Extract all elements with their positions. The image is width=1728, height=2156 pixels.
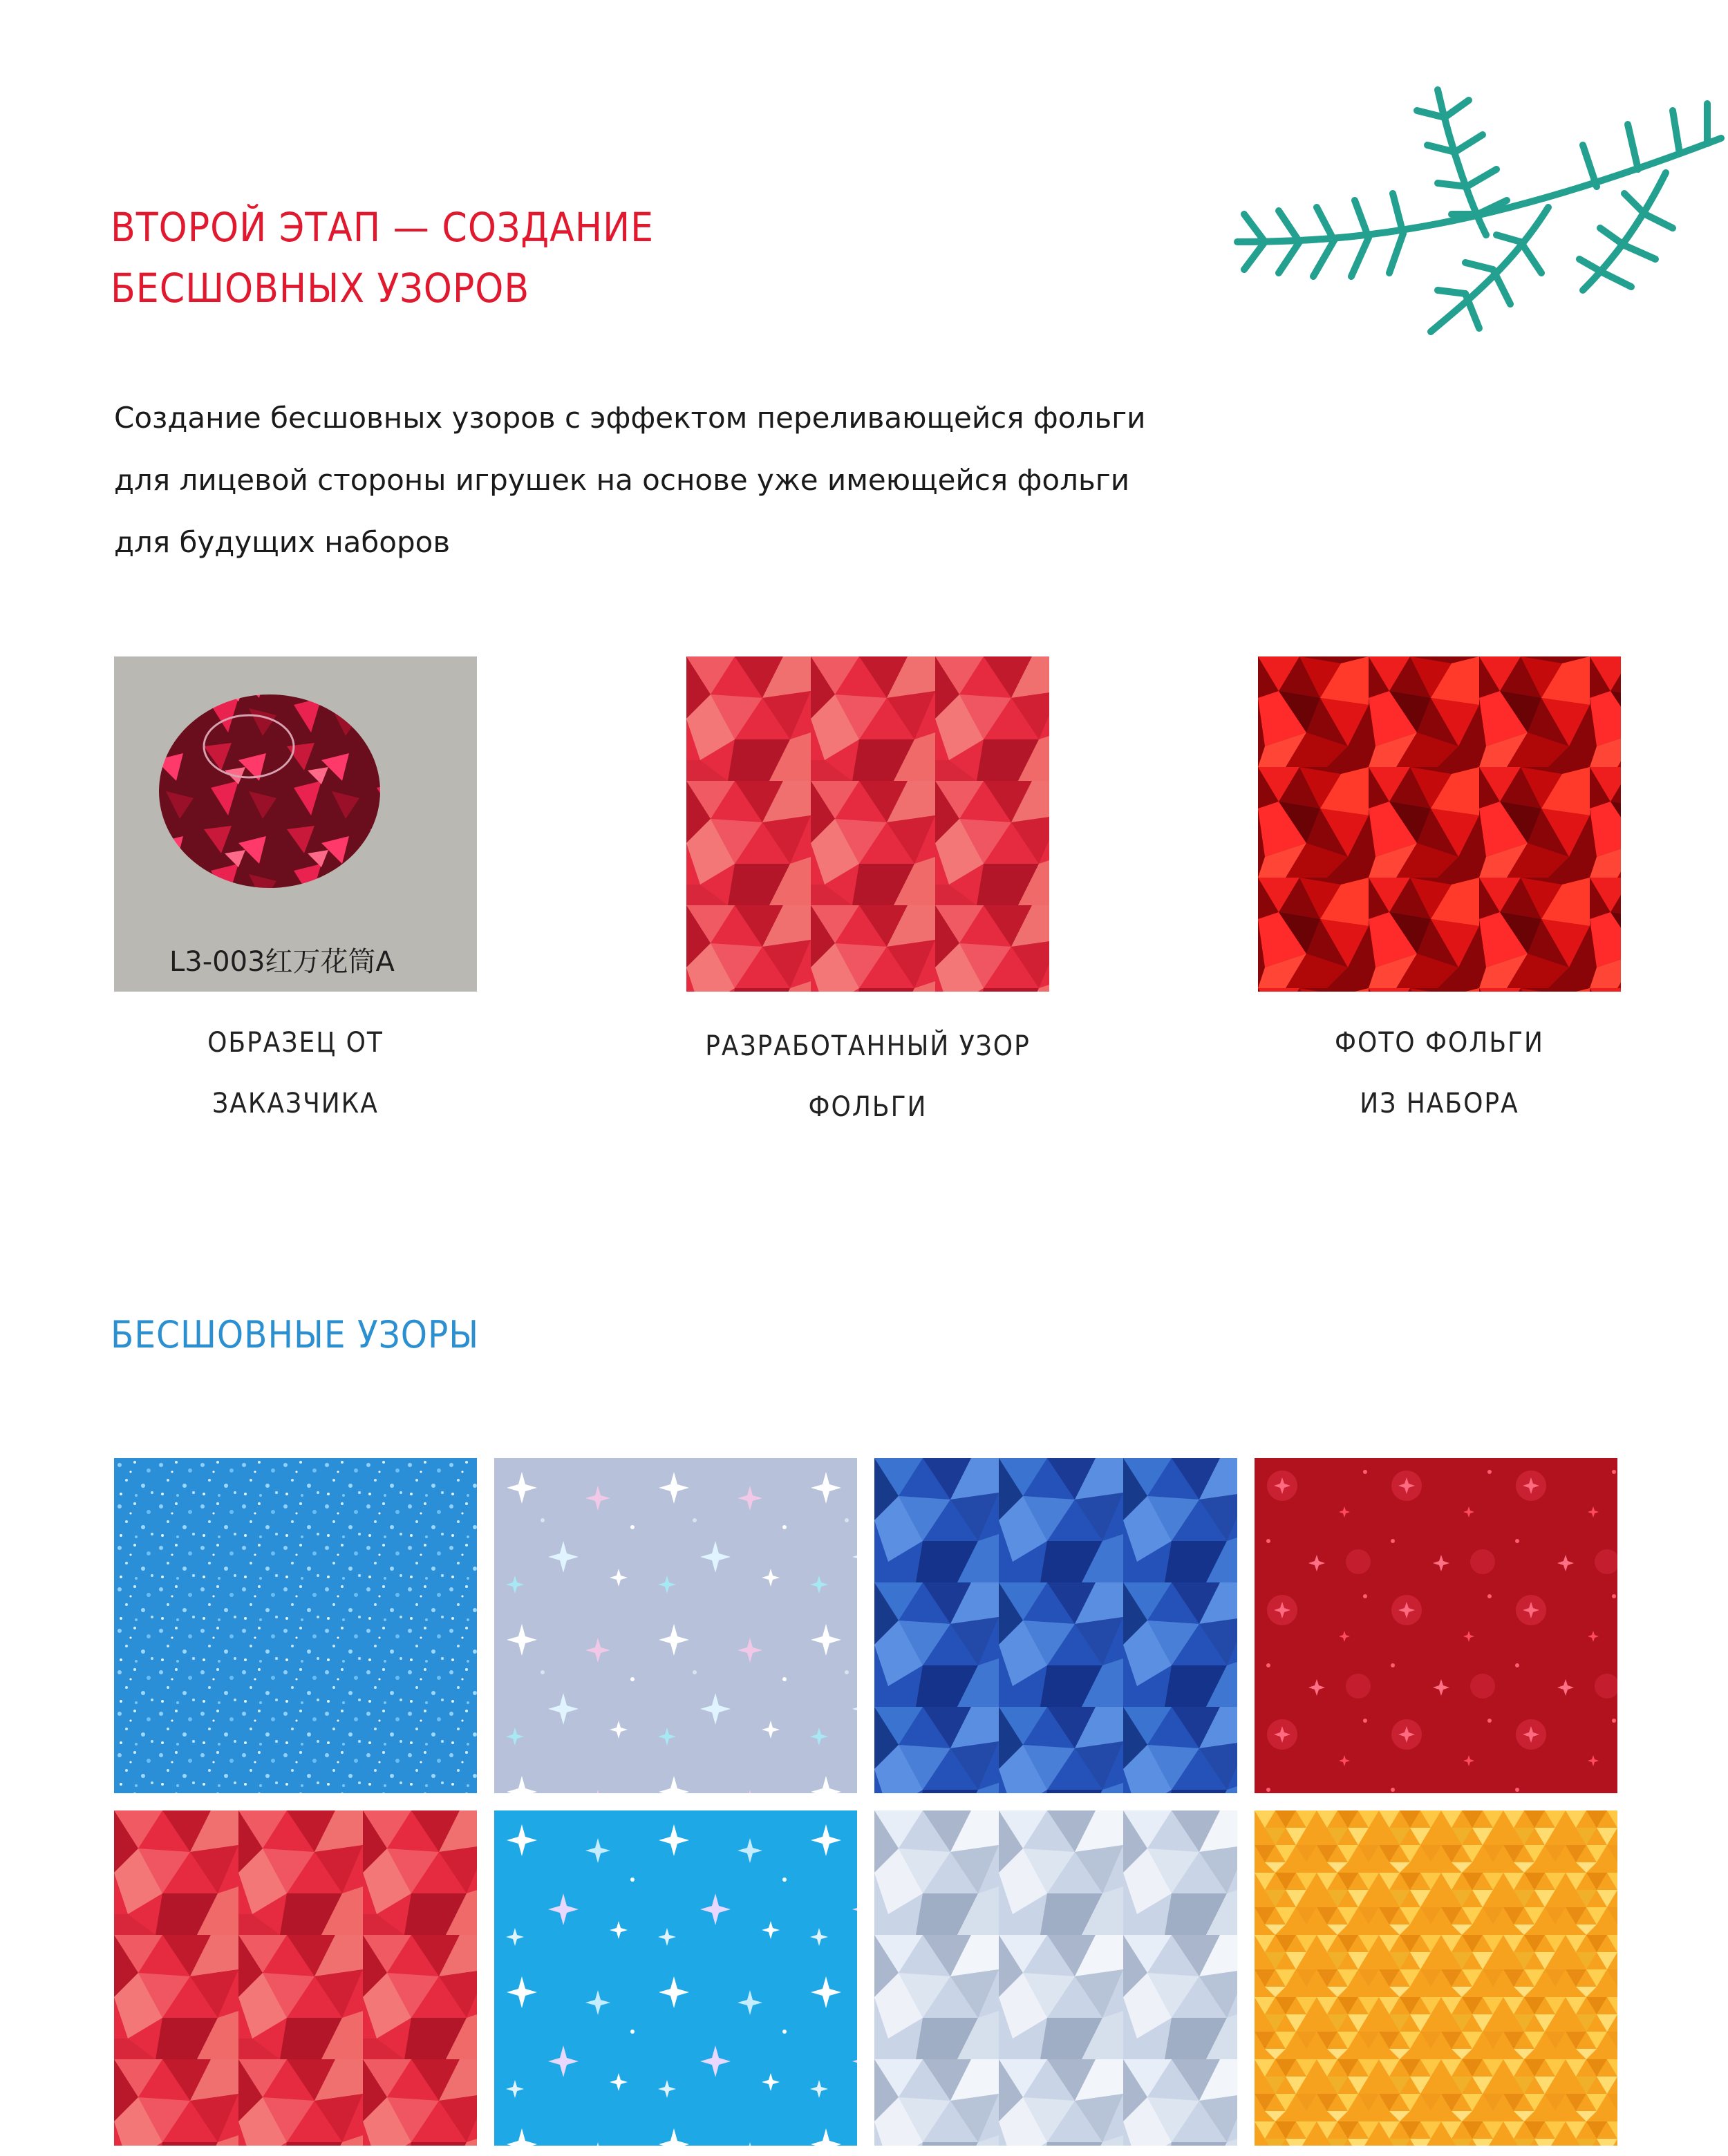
developed-pattern-image: [686, 656, 1049, 992]
swatch-silver-stars: [494, 1458, 857, 1793]
pine-branch-icon: [1223, 69, 1728, 387]
caption-line: ФОТО ФОЛЬГИ: [1335, 1027, 1544, 1059]
caption-line: ФОЛЬГИ: [808, 1091, 928, 1123]
caption-foil-photo: [1258, 1012, 1621, 1134]
section-title: [111, 197, 654, 319]
intro-line-2: для лицевой стороны игрушек на основе уже имеющейся фольги: [114, 463, 1130, 497]
swatch-red-sparkle: [1255, 1458, 1617, 1793]
section-title-line-1: ВТОРОЙ ЭТАП — СОЗДАНИЕ: [111, 204, 655, 251]
caption-developed-pattern: [652, 1016, 1084, 1137]
patterns-heading: БЕСШОВНЫЕ УЗОРЫ: [111, 1313, 480, 1356]
caption-line: РАЗРАБОТАННЫЙ УЗОР: [705, 1030, 1031, 1062]
caption-line: ИЗ НАБОРА: [1360, 1088, 1519, 1119]
customer-sample-image: [114, 656, 477, 992]
swatch-silver-crystal: [874, 1810, 1237, 2146]
sample-code-label: L3-003红万花筒A: [169, 946, 395, 978]
intro-line-1: Создание бесшовных узоров с эффектом переливающейся фольги: [114, 401, 1146, 435]
caption-line: ЗАКАЗЧИКА: [212, 1088, 379, 1119]
swatch-blue-crystal: [874, 1458, 1237, 1793]
intro-text: [114, 387, 1220, 574]
caption-line: ОБРАЗЕЦ ОТ: [207, 1027, 384, 1059]
swatch-cyan-stars: [494, 1810, 857, 2146]
section-title-line-2: БЕСШОВНЫХ УЗОРОВ: [111, 265, 530, 312]
foil-photo-image: [1258, 656, 1621, 992]
swatch-gold-crystal: [1255, 1810, 1617, 2146]
caption-customer-sample: [114, 1012, 477, 1134]
swatch-red-crystal: [114, 1810, 477, 2146]
swatch-blue-glitter: [114, 1458, 477, 1793]
intro-line-3: для будущих наборов: [114, 525, 451, 559]
